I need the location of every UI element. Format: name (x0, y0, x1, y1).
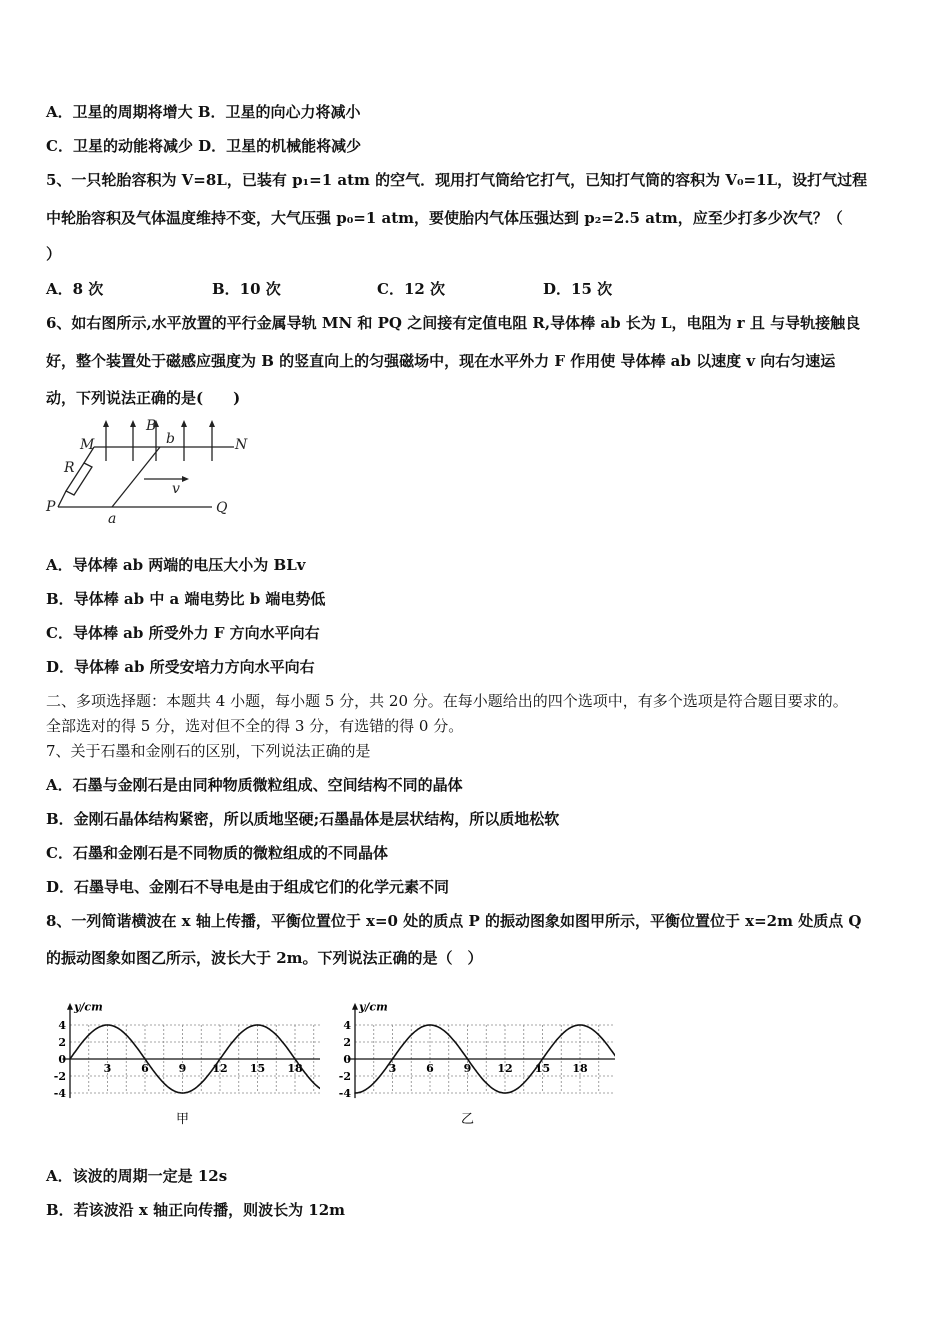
x-tick-label: 6 (141, 1062, 149, 1075)
section2-heading-line-2: 全部选对的得 5 分，选对但不全的得 3 分，有选错的得 0 分。 (46, 717, 464, 735)
x-tick-label: 18 (287, 1062, 303, 1075)
q5-stem-line-1: 5、一只轮胎容积为 V=8L，已装有 p₁=1 atm 的空气．现用打气筒给它打气，已知打气筒的容积为 V₀=1L，设打气过程 (46, 171, 868, 189)
q4-option-line-1: A．卫星的周期将增大 B．卫星的向心力将减小 (46, 103, 361, 121)
y-tick-label: -4 (53, 1087, 66, 1100)
y-tick-label: 2 (343, 1036, 351, 1049)
y-tick-label: 4 (58, 1019, 66, 1032)
data-point (257, 1024, 259, 1026)
data-point (69, 1058, 71, 1060)
x-tick-label: 9 (178, 1062, 187, 1075)
q5-option-c: C．12 次 (377, 280, 446, 298)
x-tick-label: 6 (426, 1062, 434, 1075)
label-b-end: b (166, 431, 175, 447)
y-axis-arrow (352, 1003, 358, 1010)
data-point (392, 1058, 394, 1060)
x-tick-label: 3 (388, 1062, 397, 1075)
label-p: P (46, 499, 56, 515)
q6-option-c: C．导体棒 ab 所受外力 F 方向水平向右 (46, 624, 320, 642)
chart-yi (325, 995, 615, 1130)
q6-stem-line-3: 动，下列说法正确的是( ) (46, 389, 241, 407)
q4-option-line-2: C．卫星的动能将减少 D．卫星的机械能将减少 (46, 137, 362, 155)
data-point (107, 1024, 109, 1026)
q5-stem-line-3: ） (46, 245, 62, 263)
x-tick-label: 15 (534, 1062, 551, 1075)
x-tick-label: 12 (212, 1062, 228, 1075)
q5-option-d: D．15 次 (543, 280, 613, 298)
q6-option-b: B．导体棒 ab 中 a 端电势比 b 端电势低 (46, 590, 326, 608)
y-tick-label: 4 (343, 1019, 351, 1032)
q8-stem-line-2: 的振动图象如图乙所示，波长大于 2m。下列说法正确的是（ ） (46, 949, 483, 967)
left-wire-bottom (58, 491, 66, 507)
y-tick-label: -4 (338, 1087, 351, 1100)
data-point (542, 1058, 544, 1060)
y-axis-label: y/cm (74, 1000, 103, 1014)
label-v: v (172, 481, 180, 497)
y-tick-label: 0 (58, 1053, 66, 1066)
y-axis-arrow (67, 1003, 73, 1010)
y-tick-label: 2 (58, 1036, 66, 1049)
data-point (354, 1092, 356, 1094)
q8-option-b: B．若该波沿 x 轴正向传播，则波长为 12m (46, 1201, 346, 1219)
q5-option-a: A．8 次 (46, 280, 104, 298)
label-a-end: a (108, 511, 117, 527)
x-tick-label: 9 (463, 1062, 472, 1075)
label-r: R (64, 460, 75, 476)
q8-stem-line-1: 8、一列简谐横波在 x 轴上传播，平衡位置位于 x=0 处的质点 P 的振动图象如图甲所示，平衡位置位于 x=2m 处质点 Q (46, 912, 862, 930)
label-q: Q (216, 500, 228, 516)
y-tick-label: 0 (343, 1053, 351, 1066)
y-axis-label: y/cm (359, 1000, 388, 1014)
q6-option-d: D．导体棒 ab 所受安培力方向水平向右 (46, 658, 315, 676)
q6-option-a: A．导体棒 ab 两端的电压大小为 BLv (46, 556, 306, 574)
chart-caption: 甲 (175, 1112, 190, 1127)
x-tick-label: 15 (249, 1062, 266, 1075)
y-tick-label: -2 (338, 1070, 351, 1083)
q7-option-b: B．金刚石晶体结构紧密，所以质地坚硬;石墨晶体是层状结构，所以质地松软 (46, 810, 560, 828)
chart-caption: 乙 (460, 1112, 475, 1127)
q7-option-d: D．石墨导电、金刚石不导电是由于组成它们的化学元素不同 (46, 878, 450, 896)
label-b-field: B (146, 418, 157, 434)
q6-stem-line-2: 好，整个装置处于磁感应强度为 B 的竖直向上的匀强磁场中，现在水平外力 F 作用使 导体棒 ab 以速度 v 向右匀速运 (46, 352, 836, 370)
data-point (182, 1092, 184, 1094)
q7-stem: 7、关于石墨和金刚石的区别，下列说法正确的是 (46, 742, 371, 760)
x-tick-label: 18 (572, 1062, 588, 1075)
label-m: M (80, 437, 95, 453)
q7-option-a: A．石墨与金刚石是由同种物质微粒组成、空间结构不同的晶体 (46, 776, 463, 794)
data-point (504, 1092, 506, 1094)
data-point (144, 1058, 146, 1060)
data-point (579, 1024, 581, 1026)
q6-circuit-figure (44, 415, 264, 530)
q7-option-c: C．石墨和金刚石是不同物质的微粒组成的不同晶体 (46, 844, 388, 862)
rod-ab (112, 447, 160, 507)
data-point (294, 1058, 296, 1060)
q6-stem-line-1: 6、如右图所示,水平放置的平行金属导轨 MN 和 PQ 之间接有定值电阻 R,导体棒 ab 长为 L，电阻为 r 且 与导轨接触良 (46, 314, 861, 332)
label-n: N (235, 437, 248, 453)
q5-stem-line-2: 中轮胎容积及气体温度维持不变，大气压强 p₀=1 atm，要使胎内气体压强达到 p₂=2.5 atm，应至少打多少次气？（ (46, 209, 843, 227)
x-tick-label: 3 (103, 1062, 112, 1075)
x-tick-label: 12 (497, 1062, 513, 1075)
data-point (219, 1058, 221, 1060)
section2-heading-line-1: 二、多项选择题：本题共 4 小题，每小题 5 分，共 20 分。在每小题给出的四个选项中，有多个选项是符合题目要求的。 (46, 692, 848, 710)
y-tick-label: -2 (53, 1070, 66, 1083)
chart-jia (40, 995, 320, 1130)
q8-option-a: A．该波的周期一定是 12s (46, 1167, 228, 1185)
data-point (467, 1058, 469, 1060)
q5-option-b: B．10 次 (212, 280, 281, 298)
data-point (429, 1024, 431, 1026)
